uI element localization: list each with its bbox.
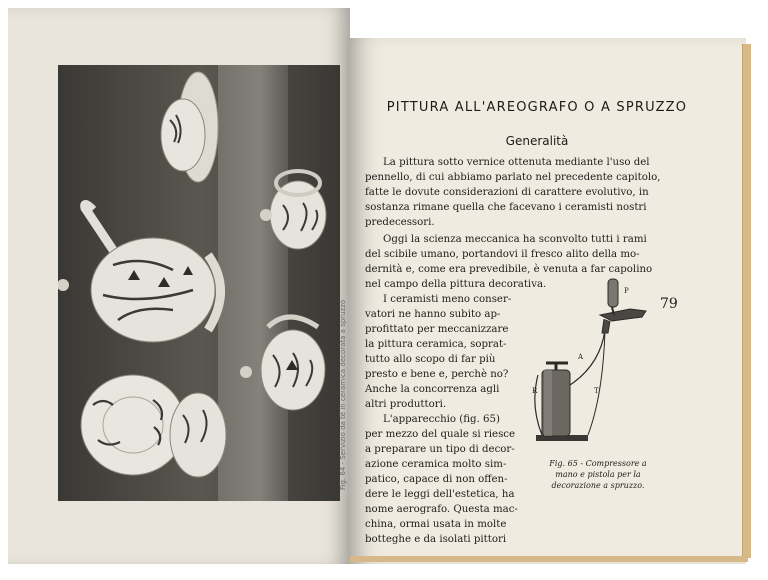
figure-caption [548,458,648,491]
text-line: La pittura sotto vernice ottenuta mediante l'uso del [383,157,650,168]
text-line: dernità e, come era prevedibile, è venuta a far capolino [365,264,653,275]
text-line: vatori ne hanno subito ap- [365,309,501,320]
text-line: Oggi la scienza meccanica ha sconvolto tutti i rami [383,234,647,245]
text-line: china, ormai usata in molte [365,519,507,530]
paragraph-1 [365,155,675,230]
label-a: A [578,353,584,361]
text-line: I ceramisti meno conser- [383,294,512,305]
section-subtitle: Generalità [505,134,569,148]
label-p: P [624,287,629,295]
text-line: sostanza rimane quella che facevano i ceramisti nostri [365,202,647,213]
label-t: T [594,387,599,395]
photo-caption: Fig. 64 - Servizio da tè in ceramica decorata a spruzzo [339,299,347,490]
text-line: botteghe e da isolati pittori [365,534,507,545]
text-line: L'apparecchio (fig. 65) [383,414,500,425]
text-line: la pittura ceramica, soprat- [365,339,507,350]
text-line: Anche la concorrenza agli [365,384,500,395]
text-line: dere le leggi dell'estetica, ha [365,489,515,500]
caption-line: mano e pistola per la [555,470,641,479]
page-edge-bottom [350,556,748,562]
page-number: 79 [660,296,678,312]
text-line: per mezzo del quale si riesce [365,429,516,440]
page-edge [742,44,751,558]
text-line: nome aerografo. Questa mac- [365,504,518,515]
text-line: profittato per meccanizzare [365,324,509,335]
text-line: azione ceramica molto sim- [365,459,507,470]
airbrush-figure [528,275,663,455]
caption-line: decorazione a spruzzo. [551,481,645,490]
text-line: pennello, di cui abbiamo parlato nel precedente capitolo, [365,172,661,183]
text-line: patico, capace di non offen- [365,474,508,485]
chapter-title: PITTURA ALL'AREOGRAFO O A SPRUZZO [386,100,688,115]
caption-line: Fig. 65 - Compressore a [549,459,647,468]
text-line: fatte le dovute considerazioni di carattere evolutivo, in [365,187,649,198]
tea-set-photo [58,65,340,501]
text-line: del scibile umano, portandovi il fresco alito della mo- [365,249,640,260]
text-line: tutto allo scopo di far più [365,354,496,365]
text-line: nel campo della pittura decorativa. [365,279,547,290]
text-line: a preparare un tipo di decor- [365,444,515,455]
paragraph-4 [365,412,525,547]
label-r: R [532,387,538,395]
text-line: predecessori. [365,217,435,228]
paragraph-3 [365,292,525,412]
text-line: altri produttori. [365,399,447,410]
text-line: presto e bene e, perchè no? [365,369,509,380]
